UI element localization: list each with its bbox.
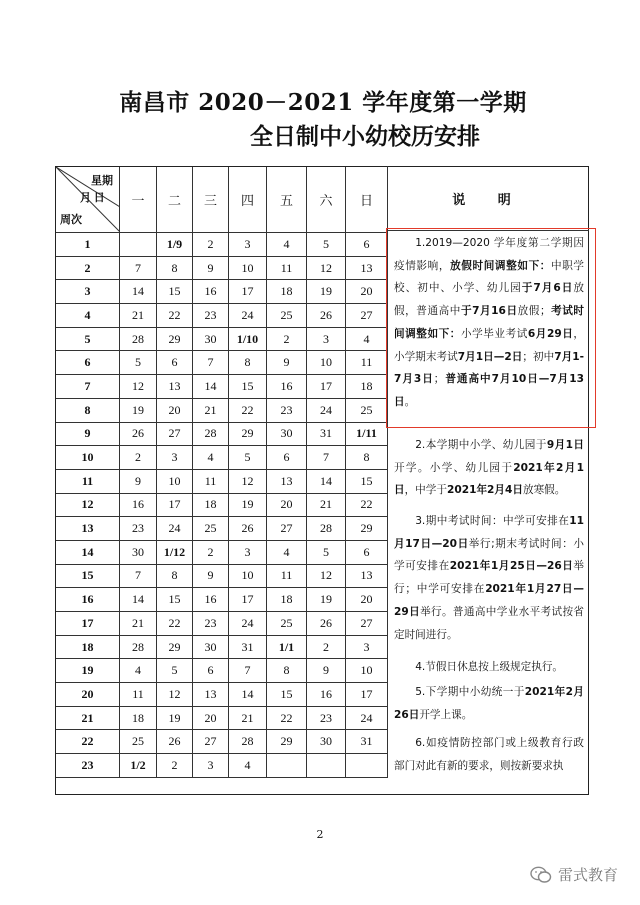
date-cell: 22 [157,612,193,636]
date-cell: 28 [120,635,157,659]
week-number-cell: 2 [56,256,120,280]
date-cell: 30 [120,540,157,564]
date-cell: 18 [193,493,229,517]
date-cell: 28 [229,730,267,754]
date-cell: 11 [267,564,307,588]
date-cell: 25 [267,612,307,636]
date-cell: 12 [120,375,157,399]
date-cell: 20 [193,706,229,730]
page-number: 2 [316,828,324,841]
note-2: 2.本学期中小学、幼儿园于9月1日开学。小学、幼儿园于2021年2月1日，中学于2021年2月4日放寒假。 [394,439,585,497]
date-cell: 9 [120,469,157,493]
date-cell: 5 [307,540,346,564]
date-cell: 31 [307,422,346,446]
date-cell: 25 [267,304,307,328]
date-cell: 18 [120,706,157,730]
note-3: 3.期中考试时间：中学可安排在11月17日—20日举行;期末考试时间：小学可安排在2021年1月25日—26日举行；中学可安排在2021年1月27日—29日举行。普通高中学业水平考试按省定时间进行。 [394,515,585,641]
week-number-cell: 7 [56,375,120,399]
date-cell: 4 [120,659,157,683]
date-cell: 21 [120,612,157,636]
date-cell: 6 [267,446,307,470]
watermark-text: 雷式教育 [557,866,618,884]
date-cell: 6 [346,540,388,564]
date-cell: 26 [307,612,346,636]
date-cell: 10 [229,564,267,588]
day-header: 日 [346,167,388,233]
day-header: 三 [193,167,229,233]
date-cell: 19 [157,706,193,730]
week-number-cell: 8 [56,398,120,422]
week-number-cell: 16 [56,588,120,612]
day-header: 五 [267,167,307,233]
date-cell: 13 [346,564,388,588]
title-line-1: 南昌市 2020－2021 学年度第一学期 [119,89,527,116]
week-number-cell: 19 [56,659,120,683]
week-number-cell: 14 [56,540,120,564]
note-1: 1.2019—2020 学年度第二学期因疫情影响，放假时间调整如下：中职学校、初中、小学、幼儿园于7月6日放假，普通高中于7月16日放假；考试时间调整如下：小学毕业考试6月29日，小学期末考试7月1日—2日；初中7月1-7月3日；普通高中7月10日—7月13日。 [394,237,585,408]
date-cell: 7 [120,564,157,588]
date-cell: 22 [229,398,267,422]
date-cell: 19 [307,588,346,612]
date-cell: 9 [267,351,307,375]
date-cell: 30 [307,730,346,754]
date-cell: 14 [193,375,229,399]
week-number-cell: 4 [56,304,120,328]
date-cell: 7 [120,256,157,280]
date-cell: 17 [346,683,388,707]
date-cell: 15 [157,588,193,612]
date-cell: 19 [307,280,346,304]
week-number-cell: 15 [56,564,120,588]
date-cell: 13 [157,375,193,399]
date-cell: 28 [307,517,346,541]
date-cell: 19 [229,493,267,517]
notes-header: 说 明 [387,166,589,231]
date-cell: 15 [229,375,267,399]
date-cell: 14 [229,683,267,707]
date-cell: 20 [267,493,307,517]
week-number-cell: 1 [56,233,120,257]
date-cell: 4 [267,233,307,257]
date-cell: 15 [157,280,193,304]
date-cell: 11 [267,256,307,280]
date-cell: 24 [229,304,267,328]
date-cell: 23 [267,398,307,422]
date-cell: 2 [157,754,193,778]
date-cell: 25 [120,730,157,754]
date-cell: 15 [346,469,388,493]
week-number-cell: 9 [56,422,120,446]
date-cell: 27 [346,304,388,328]
date-cell: 29 [346,517,388,541]
date-cell: 27 [193,730,229,754]
date-cell: 12 [307,564,346,588]
date-cell: 10 [307,351,346,375]
date-cell: 21 [120,304,157,328]
date-cell: 8 [157,564,193,588]
week-number-cell: 22 [56,730,120,754]
date-cell: 8 [229,351,267,375]
date-cell: 2 [120,446,157,470]
note-6: 6.如疫情防控部门或上级教育行政部门对此有新的要求，则按新要求执 [394,737,584,772]
date-cell: 21 [229,706,267,730]
date-cell: 13 [346,256,388,280]
date-cell: 22 [346,493,388,517]
date-cell: 24 [346,706,388,730]
date-cell: 4 [346,327,388,351]
date-cell: 30 [193,635,229,659]
date-cell: 17 [229,280,267,304]
day-header: 一 [120,167,157,233]
date-cell: 22 [157,304,193,328]
date-cell: 12 [307,256,346,280]
week-number-cell: 23 [56,754,120,778]
date-cell: 3 [157,446,193,470]
date-cell: 3 [229,233,267,257]
date-cell: 7 [193,351,229,375]
date-cell: 19 [120,398,157,422]
date-cell: 24 [307,398,346,422]
date-cell: 16 [307,683,346,707]
corner-month-day-label: 月 日 [80,192,105,204]
date-cell: 4 [229,754,267,778]
date-cell: 16 [193,588,229,612]
date-cell: 21 [193,398,229,422]
week-number-cell: 5 [56,327,120,351]
date-cell: 20 [157,398,193,422]
date-cell: 24 [229,612,267,636]
week-number-cell: 13 [56,517,120,541]
corner-weekday-label: 星期 [91,175,113,187]
week-number-cell: 12 [56,493,120,517]
date-cell: 2 [307,635,346,659]
date-cell: 20 [346,280,388,304]
date-cell: 14 [307,469,346,493]
date-cell: 31 [229,635,267,659]
date-cell: 17 [229,588,267,612]
date-cell: 11 [120,683,157,707]
date-cell: 10 [346,659,388,683]
date-cell: 1/12 [157,540,193,564]
date-cell: 3 [307,327,346,351]
date-cell: 6 [193,659,229,683]
title-line-2: 全日制中小幼校历安排 [250,123,480,150]
date-cell: 20 [346,588,388,612]
date-cell: 15 [267,683,307,707]
date-cell: 9 [193,564,229,588]
date-cell: 11 [346,351,388,375]
date-cell: 5 [229,446,267,470]
day-header: 四 [229,167,267,233]
date-cell: 10 [229,256,267,280]
date-cell: 14 [120,588,157,612]
date-cell: 25 [346,398,388,422]
week-number-cell: 20 [56,683,120,707]
watermark [530,864,618,885]
date-cell: 1/2 [120,754,157,778]
date-cell: 14 [120,280,157,304]
date-cell: 1/10 [229,327,267,351]
date-cell: 4 [267,540,307,564]
date-cell: 12 [229,469,267,493]
date-cell: 16 [193,280,229,304]
date-cell: 9 [193,256,229,280]
date-cell: 23 [193,304,229,328]
date-cell: 10 [157,469,193,493]
date-cell: 3 [193,754,229,778]
day-header: 六 [307,167,346,233]
wechat-icon [530,866,552,884]
date-cell: 29 [267,730,307,754]
date-cell: 16 [267,375,307,399]
date-cell: 23 [307,706,346,730]
date-cell: 6 [346,233,388,257]
date-cell: 18 [267,280,307,304]
date-cell: 26 [307,304,346,328]
date-cell: 17 [307,375,346,399]
date-cell: 4 [193,446,229,470]
date-cell: 26 [157,730,193,754]
week-number-cell: 21 [56,706,120,730]
date-cell: 9 [307,659,346,683]
date-cell: 29 [229,422,267,446]
date-cell: 11 [193,469,229,493]
date-cell: 12 [157,683,193,707]
date-cell: 1/9 [157,233,193,257]
week-number-cell: 18 [56,635,120,659]
week-number-cell: 17 [56,612,120,636]
date-cell: 13 [193,683,229,707]
date-cell: 5 [157,659,193,683]
date-cell: 8 [267,659,307,683]
date-cell: 26 [229,517,267,541]
date-cell: 18 [267,588,307,612]
date-cell: 27 [267,517,307,541]
date-cell: 30 [267,422,307,446]
date-cell: 17 [157,493,193,517]
date-cell: 8 [157,256,193,280]
date-cell: 26 [120,422,157,446]
date-cell: 1/1 [267,635,307,659]
date-cell: 29 [157,635,193,659]
date-cell: 22 [267,706,307,730]
week-number-cell: 10 [56,446,120,470]
week-number-cell: 11 [56,469,120,493]
date-cell: 25 [193,517,229,541]
date-cell: 23 [120,517,157,541]
date-cell: 2 [193,233,229,257]
date-cell: 28 [193,422,229,446]
date-cell: 2 [193,540,229,564]
date-cell: 5 [307,233,346,257]
date-cell: 21 [307,493,346,517]
date-cell: 29 [157,327,193,351]
week-number-cell: 3 [56,280,120,304]
highlight-box [386,228,596,428]
week-number-cell: 6 [56,351,120,375]
date-cell: 18 [346,375,388,399]
date-cell: 5 [120,351,157,375]
date-cell: 7 [229,659,267,683]
date-cell: 3 [229,540,267,564]
date-cell: 2 [267,327,307,351]
date-cell: 30 [193,327,229,351]
date-cell: 6 [157,351,193,375]
date-cell: 7 [307,446,346,470]
note-4: 4.节假日休息按上级规定执行。 [415,661,564,673]
date-cell: 16 [120,493,157,517]
date-cell: 27 [157,422,193,446]
date-cell: 28 [120,327,157,351]
date-cell: 1/11 [346,422,388,446]
date-cell: 27 [346,612,388,636]
date-cell: 31 [346,730,388,754]
date-cell: 3 [346,635,388,659]
note-5: 5.下学期中小幼统一于2021年2月26日开学上课。 [394,686,585,721]
date-cell: 8 [346,446,388,470]
date-cell: 23 [193,612,229,636]
date-cell: 24 [157,517,193,541]
corner-week-label: 周次 [60,214,82,226]
day-header: 二 [157,167,193,233]
date-cell: 13 [267,469,307,493]
